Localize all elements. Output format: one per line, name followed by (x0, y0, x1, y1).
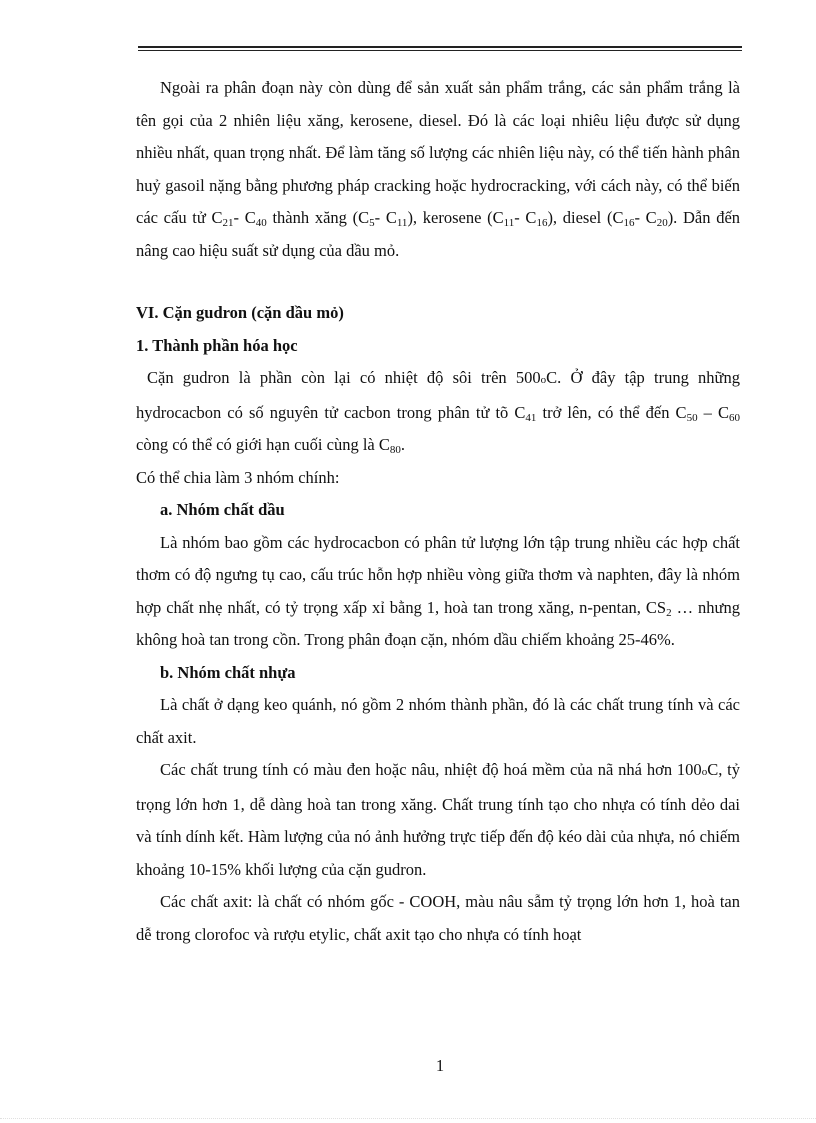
degree-sign: o (540, 374, 547, 386)
degree-sign: o (701, 766, 708, 778)
header-rule-thin (138, 50, 742, 51)
paragraph-oil-group: Là nhóm bao gồm các hydrocacbon có phân tử lượng lớn tập trung nhiều các hợp chất thơm có độ ngưng tụ cao, cấu trúc hỗn hợp nhiều vòng giữa thơm và naphten, đây là nhóm hợp chất nhẹ nhất, có tỷ trọng xấp xỉ bằng 1, hoà tan trong xăng, n-pentan, $CS_2$ … nhưng không hoà tan trong cồn. Trong phân đoạn cặn, nhóm dầu chiếm khoảng 25-46%. (136, 532, 740, 649)
paragraph-resin-definition: Là chất ở dạng keo quánh, nó gồm 2 nhóm thành phần, đó là các chất trung tính và các chất axit. (136, 695, 740, 747)
section-title: VI. Cặn gudron (cặn dầu mỏ) (136, 303, 344, 322)
paragraph-groups-intro: Có thể chia làm 3 nhóm chính: (136, 467, 340, 487)
paragraph-white-products: Ngoài ra phân đoạn này còn dùng để sản xuất sản phẩm trắng, các sản phẩm trắng là tên gọi của 2 nhiên liệu xăng, kerosene, diesel. Đó là các loại nhiêu liệu được sử dụng nhiều nhất, quan trọng nhất. Để làm tăng số lượng các nhiên liệu này, có thể tiến hành phân huỷ gasoil nặng bằng phương pháp cracking hoặc hydrocracking, với cách này, có thể biến các cấu tử $C_{21}-$ $C_{40}$ thành xăng ($C_5-$ $C_{11}$), kerosene ($C_{11}-$ $C_{16}$), diesel ($C_{16}-$ $C_{20}$). Dẫn đến nâng cao hiệu suất sử dụng của dầu mỏ. (136, 78, 741, 260)
page-bottom-border (0, 1118, 816, 1119)
heading-resin-group: b. Nhóm chất nhựa (160, 662, 296, 682)
paragraph-gudron-definition: Cặn gudron là phần còn lại có nhiệt độ sôi trên 500oC. Ở đây tập trung những hydrocacbon có số nguyên tử cacbon trong phân tử tõ $C_{41}$ trở lên, có thể đến $C_{50} - C_{60}$ còng có thể có giới hạn cuối cùng là $C_{80}$. (136, 368, 741, 456)
header-rule (138, 46, 742, 48)
subsection-title: 1. Thành phần hóa học (136, 335, 298, 355)
section-gap (136, 267, 740, 297)
page-number: 1 (435, 1056, 445, 1075)
heading-oil-group: a. Nhóm chất dầu (160, 500, 285, 519)
paragraph-neutral-substances: Các chất trung tính có màu đen hoặc nâu, nhiệt độ hoá mềm của nã nhá hơn 100oC, tỷ trọng lớn hơn 1, dễ dàng hoà tan trong xăng. Chất trung tính tạo cho nhựa có tính dẻo dai và tính dính kết. Hàm lượng của nó ảnh hưởng trực tiếp đến độ kéo dài của nhựa, nó chiếm khoảng 10-15% khối lượng của cặn gudron. (136, 760, 741, 879)
document-body (136, 72, 740, 951)
paragraph-acid-substances: Các chất axit: là chất có nhóm gốc - COOH, màu nâu sẫm tỷ trọng lớn hơn 1, hoà tan dễ trong clorofoc và rượu etylic, chất axit tạo cho nhựa có tính hoạt (136, 892, 740, 944)
